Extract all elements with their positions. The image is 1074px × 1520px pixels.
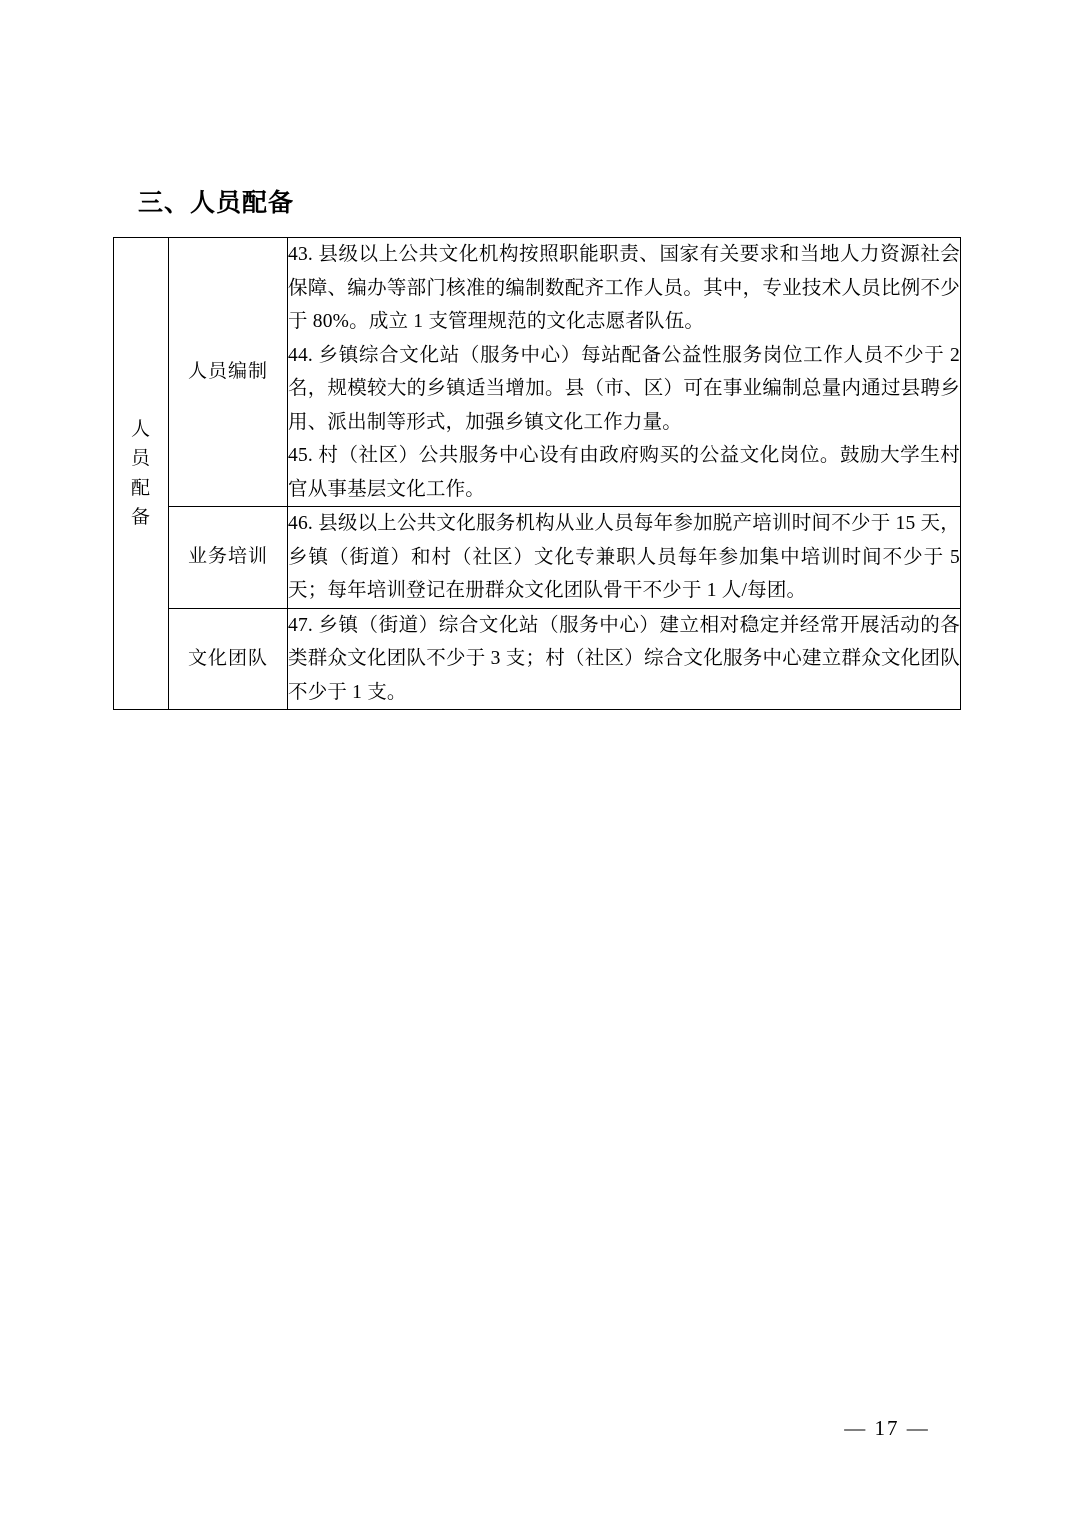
content-paragraph: 43. 县级以上公共文化机构按照职能职责、国家有关要求和当地人力资源社会保障、编办等部门核准的编制数配齐工作人员。其中，专业技术人员比例不少于 80%。成立 1 支管理规范的文化志愿者队伍。 [288, 244, 960, 333]
content-cell-staffing [288, 238, 961, 507]
content-paragraph: 45. 村（社区）公共服务中心设有由政府购买的公益文化岗位。鼓励大学生村官从事基层文化工作。 [288, 445, 960, 500]
staffing-table [113, 237, 961, 710]
category-cell [114, 238, 169, 710]
content-paragraph: 47. 乡镇（街道）综合文化站（服务中心）建立相对稳定并经常开展活动的各类群众文化团队不少于 3 支；村（社区）综合文化服务中心建立群众文化团队不少于 1 支。 [288, 614, 960, 703]
content-cell-training [288, 507, 961, 609]
page-number: — 17 — [844, 1416, 930, 1440]
table-row [114, 608, 961, 710]
page-title: 三、人员配备 [138, 189, 295, 217]
category-label: 人员配备 [130, 418, 151, 529]
table-row [114, 507, 961, 609]
content-paragraph: 44. 乡镇综合文化站（服务中心）每站配备公益性服务岗位工作人员不少于 2 名，规模较大的乡镇适当增加。县（市、区）可在事业编制总量内通过县聘乡用、派出制等形式，加强乡镇文化工作力量。 [288, 344, 960, 433]
subcategory-cell-staffing: 人员编制 [169, 238, 288, 507]
content-cell-teams [288, 608, 961, 710]
subcategory-cell-training: 业务培训 [169, 507, 288, 609]
content-paragraph: 46. 县级以上公共文化服务机构从业人员每年参加脱产培训时间不少于 15 天，乡镇（街道）和村（社区）文化专兼职人员每年参加集中培训时间不少于 5 天；每年培训登记在册群众文化团队骨干不少于 1 人/每团。 [288, 513, 960, 602]
table-row [114, 238, 961, 507]
subcategory-cell-teams: 文化团队 [169, 608, 288, 710]
